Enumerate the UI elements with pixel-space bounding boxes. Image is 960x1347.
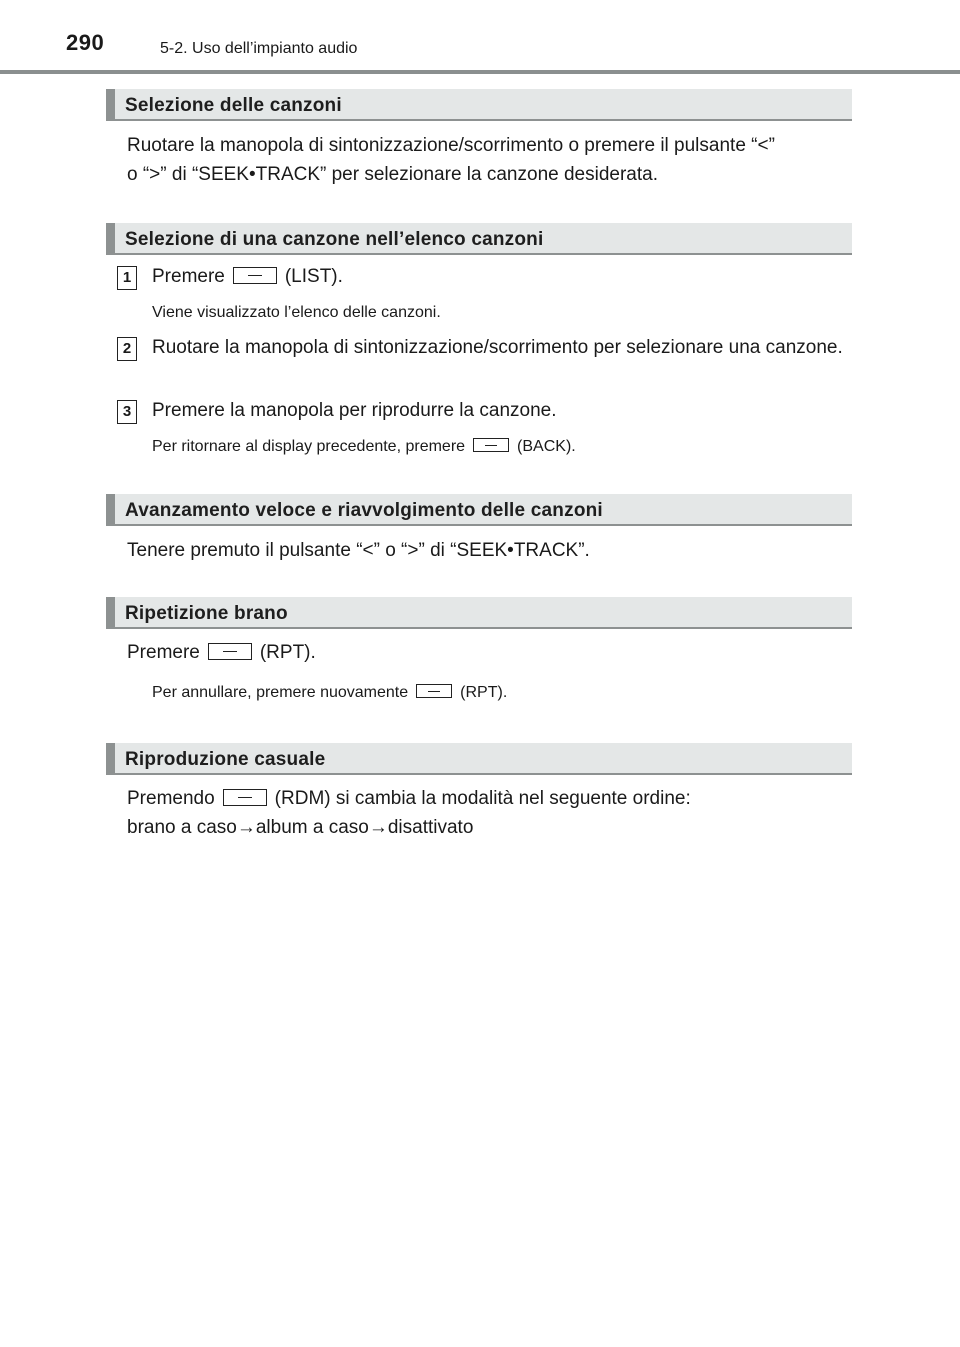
selezione-text-line2: o “>” di “SEEK•TRACK” per selezionare la canzone desiderata.: [127, 164, 658, 185]
section-accent: [106, 89, 115, 119]
casuale-text-after: (RDM) si cambia la modalità nel seguente ordine:: [274, 788, 691, 809]
ripetizione-text-before: Premere: [127, 642, 200, 663]
rpt-button-icon: [208, 643, 252, 660]
step-2-text: Ruotare la manopola di sintonizzazione/scorrimento per selezionare una canzone.: [152, 337, 843, 358]
step-3-note-before: Per ritornare al display precedente, premere: [152, 438, 466, 455]
section-heading-avanzamento: [106, 494, 852, 526]
step-1-text: [152, 262, 852, 291]
casuale-text-before: Premendo: [127, 788, 215, 809]
section-accent: [106, 597, 115, 627]
section-title: Selezione delle canzoni: [125, 95, 342, 116]
page-header: [0, 0, 960, 76]
step-1-text-before: Premere: [152, 266, 225, 287]
section-heading-casuale: [106, 743, 852, 775]
step-1-text-after: (LIST).: [284, 266, 343, 287]
casuale-text-line1: [127, 784, 852, 813]
rdm-button-icon: [223, 789, 267, 806]
step-number: 2: [117, 337, 137, 361]
step-number: 3: [117, 400, 137, 424]
section-accent: [106, 223, 115, 253]
ripetizione-text-after: (RPT).: [259, 642, 316, 663]
ripetizione-text: [127, 638, 852, 667]
ripetizione-note: [152, 682, 852, 704]
section-accent: [106, 494, 115, 524]
chapter-title: 5-2. Uso dell’impianto audio: [160, 40, 358, 57]
section-heading-selezione: [106, 89, 852, 121]
page-number: 290: [66, 30, 105, 55]
selezione-text: [127, 131, 852, 189]
section-accent: [106, 743, 115, 773]
ripetizione-note-before: Per annullare, premere nuovamente: [152, 684, 409, 701]
section-heading-ripetizione: [106, 597, 852, 629]
rpt-button-icon: [416, 684, 452, 698]
step-3-text: Premere la manopola per riprodurre la canzone.: [152, 400, 557, 421]
casuale-text: [127, 784, 852, 842]
step-3-note: [152, 436, 852, 458]
step-number: 1: [117, 266, 137, 290]
back-button-icon: [473, 438, 509, 452]
section-heading-elenco: [106, 223, 852, 255]
avanzamento-text: Tenere premuto il pulsante “<” o “>” di “SEEK•TRACK”.: [127, 540, 590, 561]
step-3-note-after: (BACK).: [517, 438, 576, 455]
header-rule: [0, 70, 960, 74]
section-title: Selezione di una canzone nell’elenco canzoni: [125, 229, 544, 250]
selezione-text-line1: Ruotare la manopola di sintonizzazione/scorrimento o premere il pulsante “<”: [127, 135, 775, 156]
casuale-text-line2: brano a caso→album a caso→disattivato: [127, 817, 474, 838]
section-title: Ripetizione brano: [125, 603, 288, 624]
section-title: Avanzamento veloce e riavvolgimento delle canzoni: [125, 500, 603, 521]
step-1-note: Viene visualizzato l’elenco delle canzoni.: [152, 304, 441, 321]
section-title: Riproduzione casuale: [125, 749, 326, 770]
ripetizione-note-after: (RPT).: [460, 684, 508, 701]
list-button-icon: [233, 267, 277, 284]
